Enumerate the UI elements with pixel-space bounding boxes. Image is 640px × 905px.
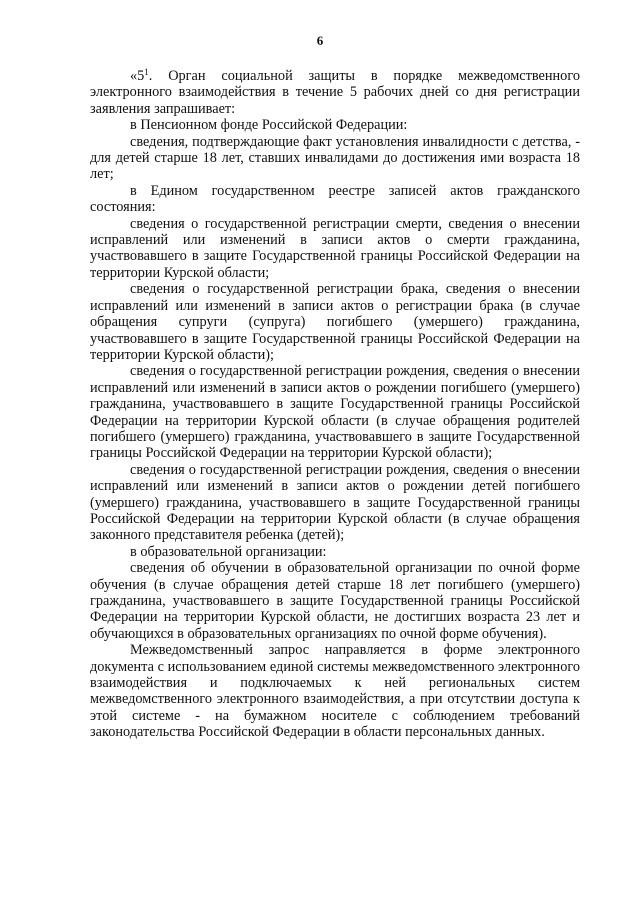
clause-superscript: 1 [144,67,149,77]
paragraph-intro [90,68,580,117]
paragraph-disability-info: сведения, подтверждающие факт установления инвалидности с детства, - для детей старше 18 лет, ставших инвалидами до достижения ими возраста 18 лет; [90,133,580,183]
paragraph-education-heading: в образовательной организации: [130,543,327,560]
paragraph-marriage-registration: сведения о государственной регистрации брака, сведения о внесении исправлений или изменений в записи актов о регистрации брака (в случае обращения супруги (супруга) погибшего (умершего) гражданина, участвовавшего в защите Государственной границы Российской Федерации на территории Курской области); [90,281,580,363]
paragraph-interagency-request: Межведомственный запрос направляется в форме электронного документа с использованием единой системы межведомственного электронного взаимодействия и подключаемых к ней региональных систем межведомственного электронного взаимодействия, а при отсутствии доступа к этой системе - на бумажном носителе с соблюдением требований законодательства Российской Федерации в области персональных данных. [90,642,580,741]
document-body [90,68,580,741]
paragraph-birth-registration-children: сведения о государственной регистрации рождения, сведения о внесении исправлений или изменений в записи актов о рождении детей погибшего (умершего) гражданина, участвовавшего в защите Государственной границы Российской Федерации на территории Курской области (в случае обращения законного представителя ребенка (детей); [90,461,580,544]
clause-number: «5 [130,68,145,84]
paragraph-pension-fund-heading: в Пенсионном фонде Российской Федерации: [130,117,408,134]
paragraph-text: . Орган социальной защиты в порядке межведомственного электронного взаимодействия в течение 5 рабочих дней со дня регистрации заявления запрашивает: [90,68,580,117]
paragraph-birth-registration-parents: сведения о государственной регистрации рождения, сведения о внесении исправлений или изменений в записи актов о рождении погибшего (умершего) гражданина, участвовавшего в защите Государственной границы Российской Федерации на территории Курской области (в случае обращения родителей погибшего (умершего) гражданина, участвовавшего в защите Государственной границы Российской Федерации на территории Курской области); [90,363,580,462]
paragraph-death-registration: сведения о государственной регистрации смерти, сведения о внесении исправлений или изменений в записи актов о смерти гражданина, участвовавшего в защите Государственной границы Российской Федерации на территории Курской области; [90,215,580,281]
paragraph-civil-registry-heading: в Едином государственном реестре записей актов гражданского состояния: [90,182,580,216]
paragraph-education-info: сведения об обучении в образовательной организации по очной форме обучения (в случае обращения детей старше 18 лет погибшего (умершего) гражданина, участвовавшего в защите Государственной границы Российской Федерации на территории Курской области, не достигших возраста 23 лет и обучающихся в образовательных организациях по очной форме обучения). [90,560,580,642]
page-number: 6 [316,33,324,48]
